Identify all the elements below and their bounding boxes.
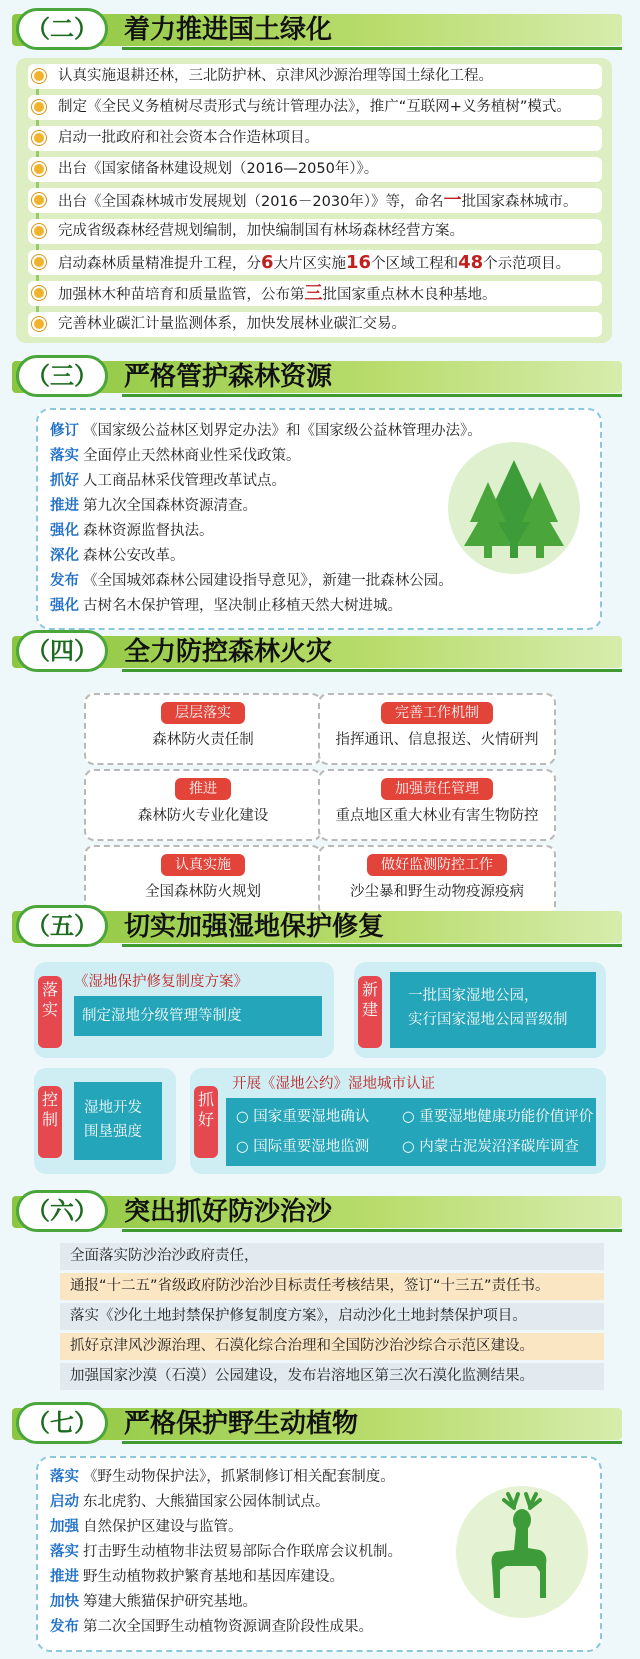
section-6-title: 突出抓好防沙治沙 xyxy=(124,1197,333,1227)
bullet-icon xyxy=(32,131,46,145)
list-item: 落实 《野生动物保护法》，抓紧制修订相关配套制度。 xyxy=(50,1469,395,1485)
list-item: 发布 第二次全国野生动植物资源调查阶段性成果。 xyxy=(50,1619,373,1635)
section-3-number: （三） xyxy=(16,355,108,397)
wetland-card-luoshi: 落实 《湿地保护修复制度方案》 制定湿地分级管理等制度 xyxy=(34,962,334,1058)
label-zhuahao: 抓好 xyxy=(194,1086,218,1158)
bullet-icon xyxy=(32,317,46,331)
list-item: 加强林木种苗培育和质量监管，公布第三批国家重点林木良种基地。 xyxy=(28,281,602,306)
section-2-header xyxy=(12,8,622,52)
fire-card: 认真实施 全国森林防火规划 xyxy=(84,845,322,917)
list-item: 落实 全面停止天然林商业性采伐政策。 xyxy=(50,448,301,464)
list-item: 加快 筹建大熊猫保护研究基地。 xyxy=(50,1594,257,1610)
forest-tree-icon xyxy=(448,442,580,574)
list-item: 抓好京津风沙源治理、石漠化综合治理和全国防沙治沙综合示范区建设。 xyxy=(60,1333,604,1360)
list-item: 制定《全民义务植树尽责形式与统计管理办法》，推广“互联网+义务植树”模式。 xyxy=(28,95,602,120)
section-7-panel xyxy=(36,1456,602,1652)
list-item: 出台《全国森林城市发展规划（2016－2030年）》等，命名一批国家森林城市。 xyxy=(28,188,602,213)
section-3-title: 严格管护森林资源 xyxy=(124,362,333,392)
list-item: 全面落实防沙治沙政府责任， xyxy=(60,1243,604,1270)
list-item: 启动一批政府和社会资本合作造林项目。 xyxy=(28,126,602,151)
bullet-icon xyxy=(32,100,46,114)
list-item: 修订 《国家级公益林区划界定办法》和《国家级公益林管理办法》。 xyxy=(50,423,482,439)
list-item: 完成省级森林经营规划编制，加快编制国有林场森林经营方案。 xyxy=(28,219,602,244)
wetland-card-kongzhi: 控制 湿地开发围垦强度 xyxy=(34,1068,176,1174)
section-5-number: （五） xyxy=(16,905,108,947)
wetland-card-xinjian: 新建 一批国家湿地公园， 实行国家湿地公园晋级制 xyxy=(354,962,606,1058)
list-item: 启动森林质量精准提升工程，分6大片区实施16个区域工程和48个示范项目。 xyxy=(28,250,602,275)
list-item: 强化 森林资源监督执法。 xyxy=(50,523,214,539)
section-3-header xyxy=(12,355,622,399)
fire-card: 完善工作机制 指挥通讯、信息报送、火情研判 xyxy=(318,693,556,765)
label-luoshi: 落实 xyxy=(38,976,62,1048)
list-item: 抓好 人工商品林采伐管理改革试点。 xyxy=(50,473,286,489)
label-kongzhi: 控制 xyxy=(38,1086,62,1158)
section-2-number: （二） xyxy=(16,8,108,50)
fire-card: 加强责任管理 重点地区重大林业有害生物防控 xyxy=(318,769,556,841)
bullet-icon xyxy=(32,162,46,176)
section-4-title: 全力防控森林火灾 xyxy=(124,637,333,667)
fire-card: 层层落实 森林防火责任制 xyxy=(84,693,322,765)
section-4-number: （四） xyxy=(16,630,108,672)
list-item: 出台《国家储备林建设规划（2016—2050年）》。 xyxy=(28,157,602,182)
list-item: 推进 第九次全国森林资源清查。 xyxy=(50,498,257,514)
wetland-card-zhuahao: 抓好 开展《湿地公约》湿地城市认证 ○ 国家重要湿地确认 ○ 重要湿地健康功能价值评价 ○ 国际重要湿地监测 ○ 内蒙古泥炭沼泽碳库调查 xyxy=(190,1068,606,1174)
bullet-icon xyxy=(32,286,46,300)
list-item: 完善林业碳汇计量监测体系，加快发展林业碳汇交易。 xyxy=(28,312,602,337)
section-7-title: 严格保护野生动植物 xyxy=(124,1409,359,1439)
deer-icon xyxy=(456,1486,588,1618)
bullet-icon xyxy=(32,255,46,269)
section-2-title: 着力推进国土绿化 xyxy=(124,15,333,45)
section-6-header xyxy=(12,1190,622,1234)
list-item: 加强 自然保护区建设与监管。 xyxy=(50,1519,243,1535)
list-item: 落实 打击野生动植物非法贸易部际合作联席会议机制。 xyxy=(50,1544,402,1560)
section-5-title: 切实加强湿地保护修复 xyxy=(124,912,385,942)
fire-card: 推进 森林防火专业化建设 xyxy=(84,769,322,841)
list-item: 落实《沙化土地封禁保护修复制度方案》，启动沙化土地封禁保护项目。 xyxy=(60,1303,604,1330)
label-xinjian: 新建 xyxy=(358,976,382,1048)
section-3-panel xyxy=(36,408,602,630)
list-item: 加强国家沙漠（石漠）公园建设，发布岩溶地区第三次石漠化监测结果。 xyxy=(60,1363,604,1390)
section-5-header xyxy=(12,905,622,949)
bullet-icon xyxy=(32,193,46,207)
list-item: 推进 野生动植物救护繁育基地和基因库建设。 xyxy=(50,1569,344,1585)
list-item: 深化 森林公安改革。 xyxy=(50,548,185,564)
section-7-number: （七） xyxy=(16,1402,108,1444)
list-item: 通报“十二五”省级政府防沙治沙目标责任考核结果，签订“十三五”责任书。 xyxy=(60,1273,604,1300)
list-item: 发布 《全国城郊森林公园建设指导意见》，新建一批森林公园。 xyxy=(50,573,453,589)
list-item: 强化 古树名木保护管理，坚决制止移植天然大树进城。 xyxy=(50,598,402,614)
list-item: 启动 东北虎豹、大熊猫国家公园体制试点。 xyxy=(50,1494,330,1510)
section-2-panel xyxy=(16,58,612,343)
list-item: 认真实施退耕还林，三北防护林、京津风沙源治理等国土绿化工程。 xyxy=(28,64,602,89)
fire-card: 做好监测防控工作 沙尘暴和野生动物疫源疫病 xyxy=(318,845,556,917)
section-7-header xyxy=(12,1402,622,1446)
bullet-icon xyxy=(32,69,46,83)
bullet-icon xyxy=(32,224,46,238)
section-4-header xyxy=(12,630,622,674)
section-6-number: （六） xyxy=(16,1190,108,1232)
